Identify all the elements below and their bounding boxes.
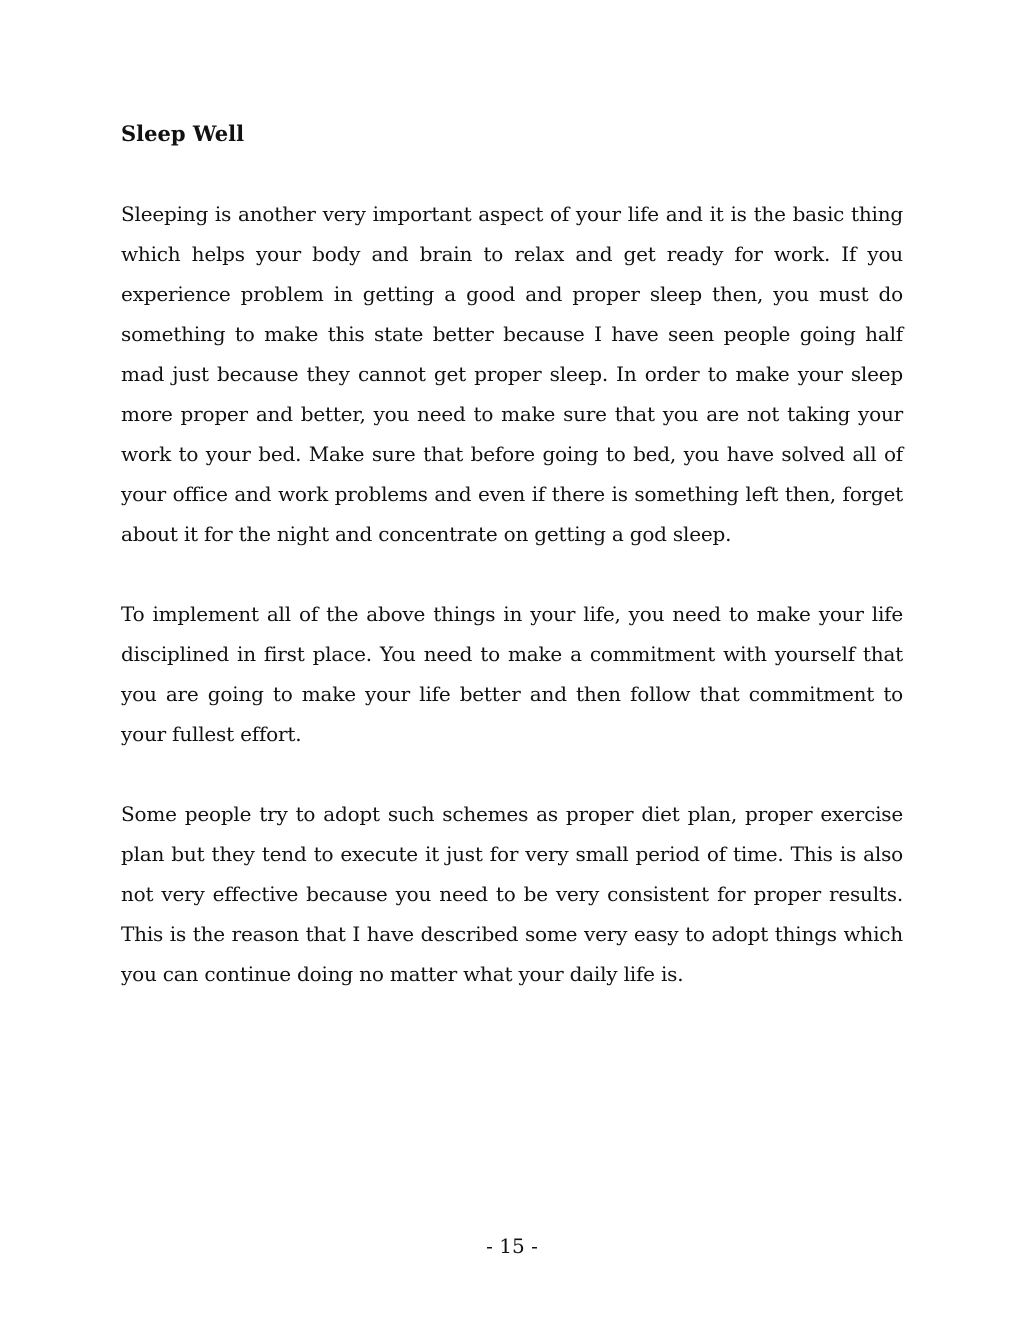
page-content — [121, 114, 903, 994]
section-heading: Sleep Well — [121, 121, 245, 146]
paragraph-1: Sleeping is another very important aspect of your life and it is the basic thing which helps your body and brain to relax and get ready for work. If you experience problem in getting a good and proper sleep then, you must do something to make this state better because I have seen people going half mad just because they cannot get proper sleep. In order to make your sleep more proper and better, you need to make sure that you are not taking your work to your bed. Make sure that before going to bed, you have solved all of your office and work problems and even if there is something left then, forget about it for the night and concentrate on getting a god sleep. — [121, 202, 903, 546]
paragraph-3: Some people try to adopt such schemes as proper diet plan, proper exercise plan but they tend to execute it just for very small period of time. This is also not very effective because you need to be very consistent for proper results. This is the reason that I have described some very easy to adopt things which you can continue doing no matter what your daily life is. — [121, 802, 903, 986]
page-number: - 15 - — [486, 1234, 538, 1258]
paragraph-2: To implement all of the above things in your life, you need to make your life disciplined in first place. You need to make a commitment with yourself that you are going to make your life better and then follow that commitment to your fullest effort. — [121, 602, 903, 746]
